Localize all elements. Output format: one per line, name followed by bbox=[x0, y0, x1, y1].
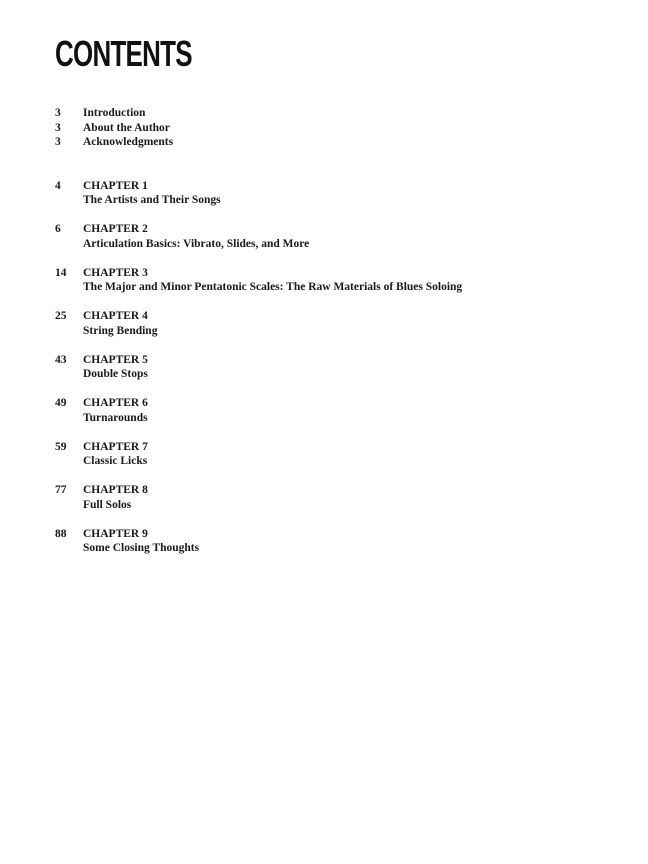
entry-label: Introduction bbox=[83, 107, 146, 119]
chapter-heading: CHAPTER 6 bbox=[83, 397, 148, 409]
chapter-heading: CHAPTER 2 bbox=[83, 223, 148, 235]
entry-label: Acknowledgments bbox=[83, 136, 174, 148]
page-number: 25 bbox=[55, 310, 67, 322]
chapter-title: Double Stops bbox=[83, 368, 148, 380]
page-number: 49 bbox=[55, 397, 67, 409]
page-number: 88 bbox=[55, 527, 67, 540]
chapter-entry bbox=[55, 266, 615, 295]
entry-label: About the Author bbox=[83, 121, 170, 134]
chapter-entry bbox=[55, 527, 615, 556]
page-number: 14 bbox=[55, 266, 67, 279]
front-matter-list bbox=[55, 106, 615, 150]
chapter-entry bbox=[55, 396, 615, 425]
chapter-entry bbox=[55, 440, 615, 469]
page-title: CONTENTS bbox=[55, 33, 192, 74]
front-matter-item bbox=[55, 106, 615, 121]
page-number: 77 bbox=[55, 484, 67, 496]
chapter-title: Turnarounds bbox=[83, 411, 148, 424]
chapter-title: Articulation Basics: Vibrato, Slides, and More bbox=[83, 237, 310, 250]
chapter-heading: CHAPTER 8 bbox=[83, 484, 148, 496]
front-matter-item bbox=[55, 121, 615, 136]
page-number: 6 bbox=[55, 223, 61, 235]
page-number: 3 bbox=[55, 107, 61, 119]
chapter-title: Full Solos bbox=[83, 498, 132, 511]
chapter-entry bbox=[55, 353, 615, 382]
chapter-heading: CHAPTER 5 bbox=[83, 353, 148, 366]
chapter-entry bbox=[55, 483, 615, 512]
chapter-title: Some Closing Thoughts bbox=[83, 542, 200, 554]
page-number: 4 bbox=[55, 179, 61, 192]
chapter-heading: CHAPTER 4 bbox=[83, 310, 148, 322]
front-matter-item bbox=[55, 135, 615, 150]
page-number: 3 bbox=[55, 121, 61, 134]
chapter-heading: CHAPTER 7 bbox=[83, 440, 148, 453]
chapter-heading: CHAPTER 1 bbox=[83, 179, 148, 192]
chapter-title: The Major and Minor Pentatonic Scales: The Raw Materials of Blues Soloing bbox=[83, 281, 463, 293]
chapter-title: The Artists and Their Songs bbox=[83, 194, 221, 206]
table-of-contents bbox=[55, 106, 615, 570]
chapter-entry bbox=[55, 179, 615, 208]
chapter-heading: CHAPTER 9 bbox=[83, 527, 148, 540]
chapter-entry bbox=[55, 222, 615, 251]
chapter-title: String Bending bbox=[83, 324, 158, 337]
page-number: 3 bbox=[55, 136, 61, 148]
chapter-heading: CHAPTER 3 bbox=[83, 266, 148, 279]
page-number: 43 bbox=[55, 353, 67, 366]
chapter-title: Classic Licks bbox=[83, 455, 148, 467]
chapter-entry bbox=[55, 309, 615, 338]
page-number: 59 bbox=[55, 440, 67, 453]
